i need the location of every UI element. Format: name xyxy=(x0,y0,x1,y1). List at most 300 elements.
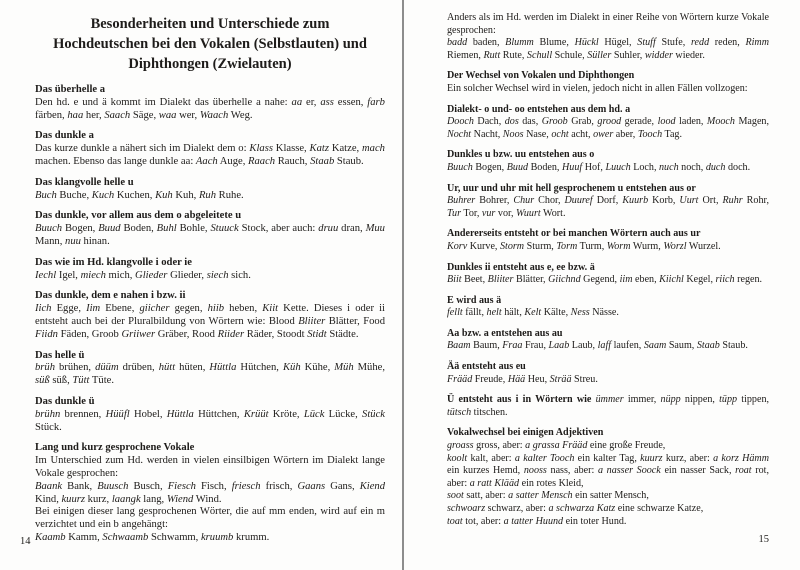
text-run: Suhler, xyxy=(611,49,645,61)
dialect-word: Glieder xyxy=(135,269,168,281)
text-run: Rauch, xyxy=(275,155,311,167)
text-run: Tor, xyxy=(461,207,482,219)
section xyxy=(447,394,769,419)
dialect-word: Mooch xyxy=(706,116,735,128)
text-run: kurz, xyxy=(85,493,112,505)
text-run: Weg. xyxy=(228,109,253,121)
dialect-word: düüm xyxy=(95,362,119,374)
dialect-word: Bliiter xyxy=(298,315,326,327)
section xyxy=(447,12,769,62)
section xyxy=(447,228,769,253)
dialect-word: Ness xyxy=(570,307,590,319)
paragraph xyxy=(447,195,769,220)
dialect-word: Hüttla xyxy=(209,362,237,374)
text-run: Laub, xyxy=(569,340,598,352)
text-run: Stufe, xyxy=(655,37,691,49)
text-run: Wurzel. xyxy=(686,240,721,252)
text-run: eine schwarze Katze, xyxy=(615,503,704,514)
text-run: Lücke, xyxy=(324,408,363,420)
dialect-word: Kelt xyxy=(524,307,542,319)
text-run: Kuh, xyxy=(172,189,199,201)
text-run: Kegel, xyxy=(683,274,716,286)
text-run: ein kalter Tag, xyxy=(574,452,641,464)
section xyxy=(35,177,385,203)
text-run: Säge, xyxy=(130,109,159,121)
text-run: tot, aber: xyxy=(462,515,504,527)
text-run: reden, xyxy=(709,37,746,49)
text-run: Ruhe. xyxy=(216,189,244,201)
text-run: heben, xyxy=(224,303,263,315)
dialect-word: nuu xyxy=(65,235,81,247)
dialect-word: Dooch xyxy=(447,116,474,128)
dialect-word: Katz xyxy=(309,143,329,155)
paragraph xyxy=(447,241,769,254)
paragraph xyxy=(447,503,769,516)
text-run: Tag. xyxy=(662,128,682,140)
text-run: immer, xyxy=(623,394,661,406)
dialect-word: Lück xyxy=(303,408,325,420)
dialect-word: Buhrer xyxy=(447,195,476,207)
dialect-word: badd xyxy=(447,37,468,49)
text-run: lang, xyxy=(140,493,167,505)
text-run: Blätter, Food xyxy=(325,315,385,327)
dialect-word: Küh xyxy=(282,362,301,374)
dialect-word: Waach xyxy=(199,109,229,121)
text-run: brühen, xyxy=(55,362,96,374)
text-run: Staub. xyxy=(719,340,748,352)
text-run: Kind, xyxy=(35,493,62,505)
dialect-word: Wiend xyxy=(166,493,194,505)
dialect-word: Tütt xyxy=(72,375,90,387)
page-title-line: Besonderheiten und Unterschiede zum xyxy=(90,16,330,32)
dialect-word: Staab xyxy=(696,340,720,352)
text-run: Blume, xyxy=(533,37,575,49)
text-run: frisch, xyxy=(260,480,298,492)
text-run: Bohle, xyxy=(176,223,211,235)
dialect-word: duch xyxy=(705,161,726,173)
text-run: Gräber, Rood xyxy=(155,328,218,340)
dialect-word: Schwaamb xyxy=(102,531,149,543)
text-run: Nässe. xyxy=(589,307,619,319)
text-run: Stock, aber auch: xyxy=(238,223,319,235)
text-run: Frau, xyxy=(522,340,549,352)
dialect-word: Biit xyxy=(447,274,462,286)
text-run: Nacht, xyxy=(471,128,503,140)
text-run: fällt, xyxy=(462,307,487,319)
dialect-word: a ratt Klääd xyxy=(469,477,520,489)
text-run: tippen, xyxy=(737,394,770,406)
page-gutter-divider xyxy=(402,0,404,570)
section xyxy=(35,396,385,434)
dialect-word: Uurt xyxy=(679,195,699,207)
dialect-word: Kaamb xyxy=(35,531,66,543)
dialect-word: friesch xyxy=(231,480,261,492)
text-run: er, xyxy=(302,96,321,108)
section xyxy=(447,183,769,221)
dialect-word: a nasser Soock xyxy=(597,465,661,477)
text-run: Den hd. e und ä kommt im Dialekt das überhelle a nahe: xyxy=(35,96,292,108)
section-heading: E wird aus ä xyxy=(447,294,502,306)
dialect-word: a tatter Huund xyxy=(503,515,564,527)
text-run: Hobel, xyxy=(129,408,167,420)
paragraph xyxy=(35,481,385,507)
dialect-word: Giichnd xyxy=(548,274,581,286)
dialect-word: ocht xyxy=(551,128,569,140)
text-run: Streu. xyxy=(571,373,598,385)
dialect-word: Buhl xyxy=(156,223,177,235)
dialect-word: widder xyxy=(644,49,673,61)
text-run: hüten, xyxy=(175,362,210,374)
dialect-word: koolt xyxy=(447,452,468,464)
text-run: Räder, Stoodt xyxy=(244,328,308,340)
dialect-word: dos xyxy=(504,116,519,128)
dialect-word: Worzl xyxy=(663,240,687,252)
text-run: Hof, xyxy=(582,161,606,173)
text-run: Bank, xyxy=(62,480,98,492)
paragraph xyxy=(447,83,769,96)
text-run: nippen, xyxy=(680,394,720,406)
dialect-word: Korv xyxy=(447,240,468,252)
text-run: Igel, xyxy=(56,269,81,281)
dialect-word: Aach xyxy=(195,155,218,167)
section xyxy=(35,210,385,248)
text-run: gerade, xyxy=(621,116,658,128)
paragraph xyxy=(447,490,769,503)
section xyxy=(35,130,385,168)
text-run: sich. xyxy=(228,269,251,281)
text-run: Schwamm, xyxy=(148,531,201,543)
paragraph xyxy=(447,453,769,491)
dialect-word: a satter Mensch xyxy=(508,490,573,502)
text-run: Wind. xyxy=(193,493,222,505)
dialect-word: Saam xyxy=(643,340,667,352)
text-run: süß, xyxy=(49,375,73,387)
text-run: Kühe, xyxy=(300,362,335,374)
dialect-word: miech xyxy=(80,269,106,281)
text-run: Gegend, xyxy=(580,274,620,286)
dialect-word: Gaans xyxy=(297,480,326,492)
dialect-word: Blumm xyxy=(505,37,534,49)
paragraph xyxy=(447,516,769,529)
paragraph xyxy=(35,506,385,532)
dialect-word: nüpp xyxy=(660,394,681,406)
dialect-word: Tur xyxy=(447,207,462,219)
dialect-word: giicher xyxy=(139,303,170,315)
text-run: das, xyxy=(518,116,542,128)
section-heading: Das wie im Hd. klangvolle i oder ie xyxy=(35,256,192,268)
text-run: Staub. xyxy=(334,155,364,167)
dialect-word: Torm xyxy=(556,240,578,252)
section xyxy=(447,361,769,386)
dialect-word: Riider xyxy=(217,328,245,340)
text-run: doch. xyxy=(725,161,751,173)
dialect-word: Frääd xyxy=(447,373,473,385)
section-heading: Das dunkle, dem e nahen i bzw. ii xyxy=(35,290,186,302)
dialect-word: a korz Hämm xyxy=(713,452,770,464)
text-run: Klasse, xyxy=(272,143,310,155)
text-run: Buche, xyxy=(56,189,92,201)
dialect-word: laff xyxy=(597,340,612,352)
text-run: laufen, xyxy=(611,340,644,352)
text-run: Kälte, xyxy=(541,307,571,319)
text-run: Loch, xyxy=(630,161,659,173)
dialect-word: Stück xyxy=(362,408,385,420)
section-heading: Der Wechsel von Vokalen und Diphthongen xyxy=(447,70,635,82)
dialect-word: vur xyxy=(481,207,496,219)
text-run: Glieder, xyxy=(167,269,207,281)
text-run: Katze, xyxy=(328,143,363,155)
text-run: titschen. xyxy=(471,406,508,418)
paragraph xyxy=(447,12,769,37)
paragraph xyxy=(447,340,769,353)
text-run: Kamm, xyxy=(65,531,103,543)
dialect-word: kruumb xyxy=(200,531,234,543)
dialect-word: Buusch xyxy=(97,480,129,492)
dialect-word: fellt xyxy=(447,307,463,319)
page-number-right: 15 xyxy=(758,534,769,545)
section-heading: Das klangvolle helle u xyxy=(35,176,134,188)
dialect-word: Hüüfl xyxy=(105,408,130,420)
paragraph xyxy=(447,374,769,387)
dialect-word: kuurz xyxy=(640,452,663,464)
section xyxy=(35,350,385,388)
section-heading: Das dunkle a xyxy=(35,130,94,142)
text-run: krumm. xyxy=(233,531,270,543)
dialect-word: a kalter Tooch xyxy=(514,452,575,464)
section-heading: Andererseits entsteht or bei manchen Wörtern auch aus ur xyxy=(447,228,701,240)
dialect-word: Baam xyxy=(447,340,471,352)
dialect-word: Buud xyxy=(98,223,121,235)
text-run: Egge, xyxy=(51,303,87,315)
text-run: brennen, xyxy=(60,408,106,420)
dialect-word: Baank xyxy=(35,480,63,492)
dialect-word: Hää xyxy=(507,373,526,385)
dialect-word: groass xyxy=(447,440,474,452)
dialect-word: brüh xyxy=(35,362,56,374)
text-run: kurz, aber: xyxy=(662,452,714,464)
text-run: wer, xyxy=(176,109,200,121)
text-run: schwarz, aber: xyxy=(485,503,549,514)
text-run: Saum, xyxy=(666,340,697,352)
paragraph xyxy=(35,270,385,283)
dialect-word: Laab xyxy=(548,340,570,352)
text-run: Hüttchen, xyxy=(193,408,244,420)
text-run: Hütchen, xyxy=(236,362,283,374)
dialect-word: Klass xyxy=(249,143,273,155)
text-run: Bohrer, xyxy=(475,195,514,207)
text-run: Mühe, xyxy=(353,362,385,374)
text-run: Ein solcher Wechsel wird in vielen, jedoch nicht in allen Fällen vollzogen: xyxy=(447,82,748,94)
paragraph xyxy=(35,455,385,481)
dialect-word: nooss xyxy=(523,465,547,477)
text-run: laden, xyxy=(675,116,707,128)
text-run: Wort. xyxy=(540,207,566,219)
section xyxy=(35,257,385,283)
text-run: Bogen, xyxy=(472,161,507,173)
page-title-line: Hochdeutschen bei den Vokalen (Selbstlauten) und xyxy=(53,36,367,52)
dialect-word: iim xyxy=(619,274,633,286)
dialect-word: aa xyxy=(291,96,303,108)
text-run: hält, xyxy=(501,307,525,319)
section xyxy=(35,442,385,544)
text-run: Freude, xyxy=(472,373,508,385)
paragraph xyxy=(447,37,769,62)
dialect-word: Kuurb xyxy=(622,195,649,207)
section xyxy=(447,104,769,142)
text-run: noch, xyxy=(678,161,706,173)
paragraph xyxy=(447,440,769,453)
text-run: Blätter, xyxy=(513,274,549,286)
dialect-word: Hüttla xyxy=(166,408,194,420)
left-page-sections xyxy=(35,84,385,545)
dialect-word: grood xyxy=(597,116,622,128)
text-run: Heu, xyxy=(525,373,550,385)
text-run: Dorf, xyxy=(592,195,623,207)
text-run: Kuchen, xyxy=(114,189,156,201)
text-run: Rute, xyxy=(500,49,527,61)
dialect-word: Ruhr xyxy=(722,195,743,207)
text-run: ein toter Hund. xyxy=(563,515,627,527)
inline-heading: Ü entsteht aus i in Wörtern wie xyxy=(447,394,592,406)
text-run: Baum, xyxy=(470,340,503,352)
paragraph xyxy=(35,97,385,123)
dialect-word: Nocht xyxy=(447,128,472,140)
dialect-word: Kiichl xyxy=(659,274,684,286)
text-run: eine große Freude, xyxy=(587,440,666,452)
text-run: Das kurze dunkle a nähert sich im Dialekt dem o: xyxy=(35,143,250,155)
text-run: Fisch, xyxy=(195,480,232,492)
dialect-word: Hückl xyxy=(574,37,599,49)
dialect-word: Raach xyxy=(248,155,276,167)
dialect-word: Noos xyxy=(502,128,524,140)
dialect-word: Duuref xyxy=(564,195,593,207)
section-heading: Dunkles u bzw. uu entstehen aus o xyxy=(447,149,595,161)
dialect-word: Buuch xyxy=(35,223,63,235)
paragraph xyxy=(35,362,385,388)
dialect-word: nuch xyxy=(659,161,679,173)
page-title xyxy=(35,14,385,74)
paragraph xyxy=(35,409,385,435)
dialect-word: Krüüt xyxy=(243,408,269,420)
dialect-word: Rimm xyxy=(745,37,769,49)
dialect-word: Iim xyxy=(86,303,101,315)
section xyxy=(447,70,769,95)
dialect-word: Muu xyxy=(365,223,385,235)
dialect-word: Müh xyxy=(334,362,354,374)
dialect-word: Stuuck xyxy=(210,223,239,235)
dialect-word: hütt xyxy=(158,362,176,374)
dialect-word: Buuch xyxy=(447,161,473,173)
dialect-word: Stidt xyxy=(307,328,327,340)
text-run: Chor, xyxy=(534,195,565,207)
paragraph xyxy=(35,532,385,545)
text-run: Mann, xyxy=(35,235,66,247)
paragraph xyxy=(35,223,385,249)
text-run: rot, aber: xyxy=(447,465,769,489)
dialect-word: Griiwer xyxy=(121,328,156,340)
text-run: machen. Ebenso das lange dunkle aa: xyxy=(35,155,196,167)
dialect-word: farb xyxy=(367,96,385,108)
dialect-word: Wuurt xyxy=(516,207,541,219)
text-run: Ebene, xyxy=(100,303,140,315)
dialect-word: Staab xyxy=(310,155,335,167)
text-run: mich, xyxy=(105,269,136,281)
text-run: Hügel, xyxy=(598,37,638,49)
text-run: Stück. xyxy=(35,421,62,433)
dialect-word: Fiesch xyxy=(167,480,196,492)
dialect-word: siech xyxy=(206,269,229,281)
paragraph xyxy=(35,190,385,203)
paragraph xyxy=(447,274,769,287)
dialect-word: Kuh xyxy=(155,189,173,201)
dialect-word: a grassa Frääd xyxy=(525,440,588,452)
page-right xyxy=(447,12,769,536)
section-heading: Das dunkle ü xyxy=(35,395,95,407)
text-run: Bei einigen dieser lang gesprochenen Wörter, die auf mm enden, wird auf ein m verzichtet und ein b angehängt: xyxy=(35,506,385,531)
section xyxy=(447,295,769,320)
text-run: ein rotes Kleid, xyxy=(519,477,584,489)
paragraph xyxy=(447,162,769,175)
text-run: Rohr, xyxy=(742,195,769,207)
dialect-word: Groob xyxy=(541,116,568,128)
page-left xyxy=(35,12,385,553)
page-number-left: 14 xyxy=(20,536,31,547)
text-run: hinan. xyxy=(80,235,110,247)
text-run: ein satter Mensch, xyxy=(572,490,649,502)
dialect-word: soot xyxy=(447,490,464,502)
section-heading: Das helle ü xyxy=(35,349,85,361)
text-run: Im Unterschied zum Hd. werden in vielen einsilbigen Wörtern im Dialekt lange Vokale gesprochen: xyxy=(35,455,385,479)
dialect-word: ümmer xyxy=(595,394,624,406)
text-run: Wurm, xyxy=(630,240,664,252)
dialect-word: laangk xyxy=(111,493,141,505)
text-run: her, xyxy=(83,109,105,121)
dialect-word: Luuch xyxy=(605,161,631,173)
paragraph xyxy=(447,394,769,419)
text-run: acht, xyxy=(568,128,594,140)
section-heading: Ur, uur und uhr mit hell gesprochenem u entstehen aus or xyxy=(447,182,696,194)
text-run: ein kurzes Hemd, xyxy=(447,465,524,477)
dialect-word: tüpp xyxy=(719,394,738,406)
section xyxy=(35,84,385,122)
dialect-word: brühn xyxy=(35,408,61,420)
dialect-word: Strää xyxy=(549,373,572,385)
paragraph xyxy=(35,143,385,169)
text-run: Riemen, xyxy=(447,49,484,61)
text-run: Kette. Dieses i oder ii entsteht auch bei der Pluralbildung von Wörtern wie: Blood xyxy=(35,303,385,327)
text-run: satt, aber: xyxy=(463,490,509,502)
dialect-word: Buud xyxy=(506,161,529,173)
dialect-word: Fiidn xyxy=(35,328,58,340)
text-run: aber, xyxy=(613,128,638,140)
section xyxy=(447,149,769,174)
section-heading: Lang und kurz gesprochene Vokale xyxy=(35,442,195,454)
text-run: Busch, xyxy=(128,480,168,492)
right-page-sections xyxy=(447,12,769,528)
text-run: ein nasser Sack, xyxy=(660,465,736,477)
dialect-word: ower xyxy=(593,128,614,140)
paragraph xyxy=(447,116,769,141)
section-heading: Das überhelle a xyxy=(35,84,106,95)
paragraph xyxy=(447,307,769,320)
text-run: Turm, xyxy=(577,240,607,252)
text-run: Korb, xyxy=(648,195,680,207)
text-run: kalt, aber: xyxy=(467,452,515,464)
text-run: Anders als im Hd. werden im Dialekt in einer Reihe von Wörtern kurze Vokale gesprochen: xyxy=(447,12,769,36)
dialect-word: Huuf xyxy=(561,161,583,173)
text-run: Grab, xyxy=(567,116,598,128)
text-run: Fäden, Groob xyxy=(57,328,122,340)
